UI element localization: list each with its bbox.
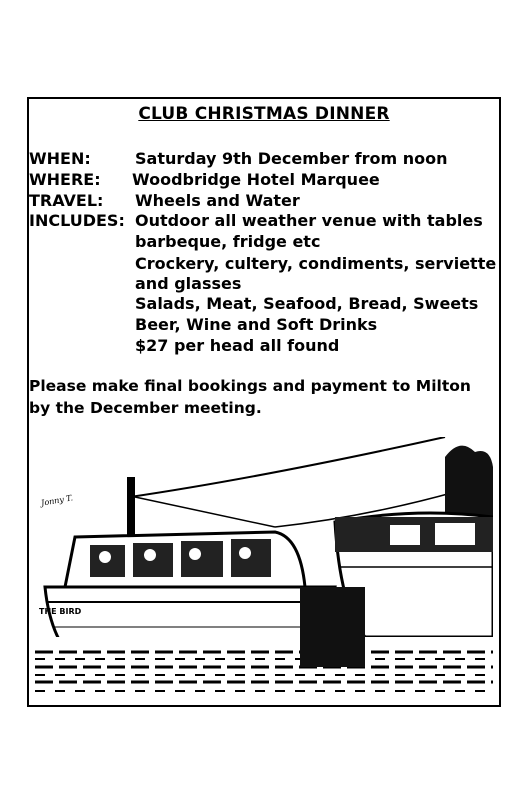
cabin-window — [181, 541, 223, 577]
person — [239, 547, 251, 559]
includes-line: barbeque, fridge etc — [135, 232, 321, 251]
includes-line: Crockery, cultery, condiments, serviette — [135, 254, 497, 273]
detail-label: INCLUDES: — [29, 211, 125, 230]
detail-label: WHERE: — [29, 170, 101, 189]
detail-value: Outdoor all weather venue with tables — [135, 211, 483, 230]
booking-note: Please make final bookings and payment to Milton — [29, 377, 471, 395]
shadow — [300, 587, 365, 667]
booking-note: by the December meeting. — [29, 399, 262, 417]
boats-illustration — [35, 437, 493, 699]
detail-label: WHEN: — [29, 149, 91, 168]
detail-value: Woodbridge Hotel Marquee — [132, 170, 380, 189]
person — [99, 551, 111, 563]
includes-line: Beer, Wine and Soft Drinks — [135, 315, 378, 334]
rigging-line — [135, 497, 275, 527]
flyer-frame — [27, 97, 501, 707]
cabin-window — [231, 539, 271, 577]
flyer-title: CLUB CHRISTMAS DINNER — [138, 104, 390, 124]
person — [144, 549, 156, 561]
detail-value: Wheels and Water — [135, 191, 300, 210]
mast — [127, 477, 135, 537]
cabin-window — [435, 523, 475, 545]
detail-label: TRAVEL: — [29, 191, 104, 210]
artist-signature: Jonny T. — [40, 493, 74, 508]
cabin-window — [390, 525, 420, 545]
includes-line: Salads, Meat, Seafood, Bread, Sweets — [135, 294, 479, 313]
rigging-line — [130, 437, 445, 497]
boat-name: THE BIRD — [39, 607, 82, 616]
person — [189, 548, 201, 560]
includes-line: $27 per head all found — [135, 336, 340, 355]
detail-value: Saturday 9th December from noon — [135, 149, 448, 168]
includes-line: and glasses — [135, 274, 242, 293]
